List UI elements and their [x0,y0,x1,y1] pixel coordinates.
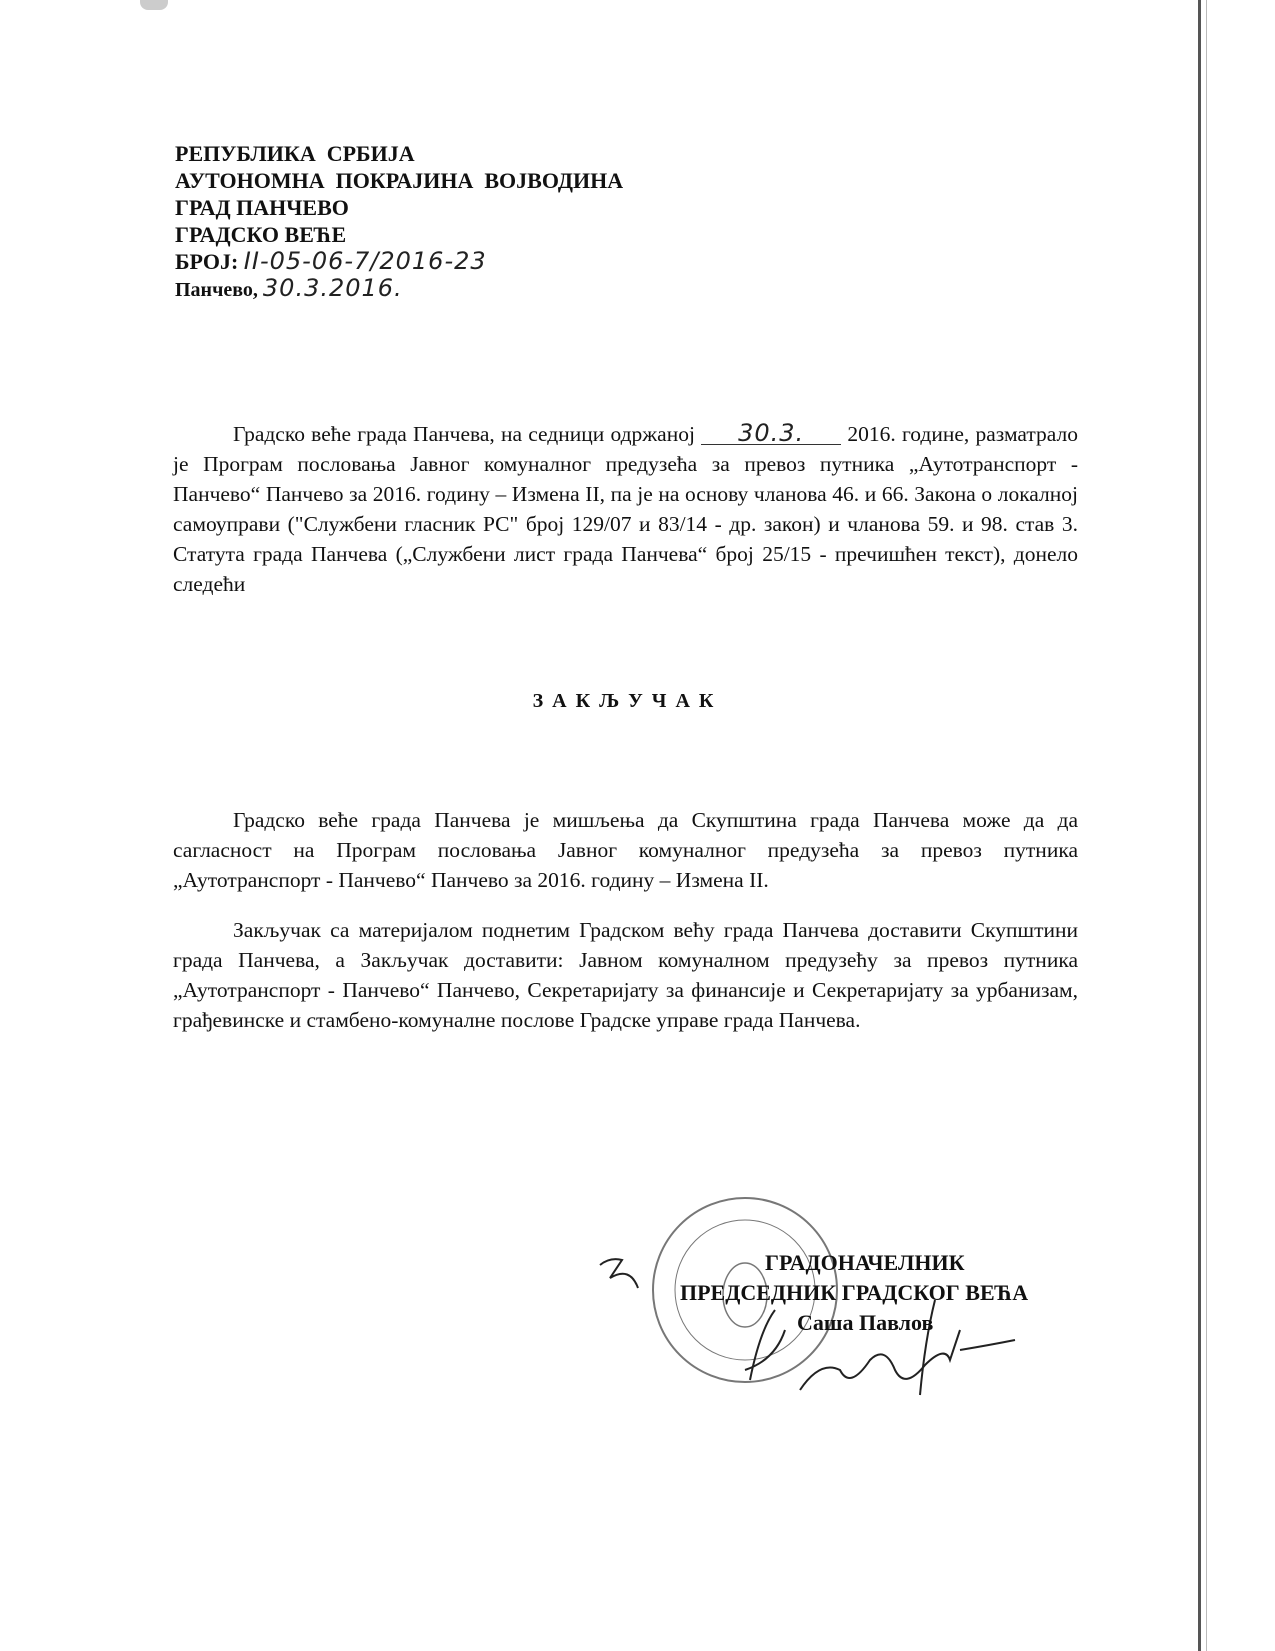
number-label: БРОЈ: [175,249,239,274]
number-handwritten: II-05-06-7/2016-23 [243,247,487,275]
header-council: ГРАДСКО ВЕЋЕ [175,222,347,247]
header-province: АУТОНОМНА ПОКРАЈИНА ВОЈВОДИНА [175,168,624,193]
header-country: РЕПУБЛИКА СРБИЈА [175,141,415,166]
intro-text-2: 2016. године, разматрало је Програм пословања Јавног комуналног предузећа за превоз путника „Аутотранспорт - Панчево“ Панчево за 2016. годину – Измена II, па је на основу чланова 46. и 66. Закона о локалној самоуправи ("Службени гласник РС" број 129/07 и 83/14 - др. закон) и чланова 59. и 98. став 3. Статута града Панчева („Службени лист града Панчева“ број 25/15 - пречишћен текст), донело следећи [173,422,1079,596]
session-date-handwritten: 30.3. [701,422,841,445]
date-handwritten: 30.3.2016. [262,274,403,302]
body-text-1: Градско веће града Панчева је мишљења да Скупштина града Панчева може да да сагласност на Програм пословања Јавног комуналног предузећа за превоз путника „Аутотранспорт - Панчево“ Панчево за 2016. годину – Измена II. [173,808,1078,892]
signatory-title-president: ПРЕДСЕДНИК ГРАДСКОГ ВЕЋА [680,1280,1029,1305]
header-city: ГРАД ПАНЧЕВО [175,195,349,220]
body-text-2: Закључак са материјалом поднетим Градском већу града Панчева доставити Скупштини града Панчева, а Закључак доставити: Јавном комуналном предузећу за превоз путника „Аутотранспорт - Панчево“ Панчево, Секретаријату за финансије и Секретаријату за урбанизам, грађевинске и стамбено-комуналне послове Градске управе града Панчева. [173,918,1078,1032]
place-label: Панчево, [175,279,258,301]
signatory-name: Саша Павлов [797,1310,934,1335]
signatory-title-mayor: ГРАДОНАЧЕЛНИК [765,1250,965,1275]
intro-text-1: Градско веће града Панчева, на седници одржаној [233,422,695,446]
document-title: ЗАКЉУЧАК [532,690,723,712]
